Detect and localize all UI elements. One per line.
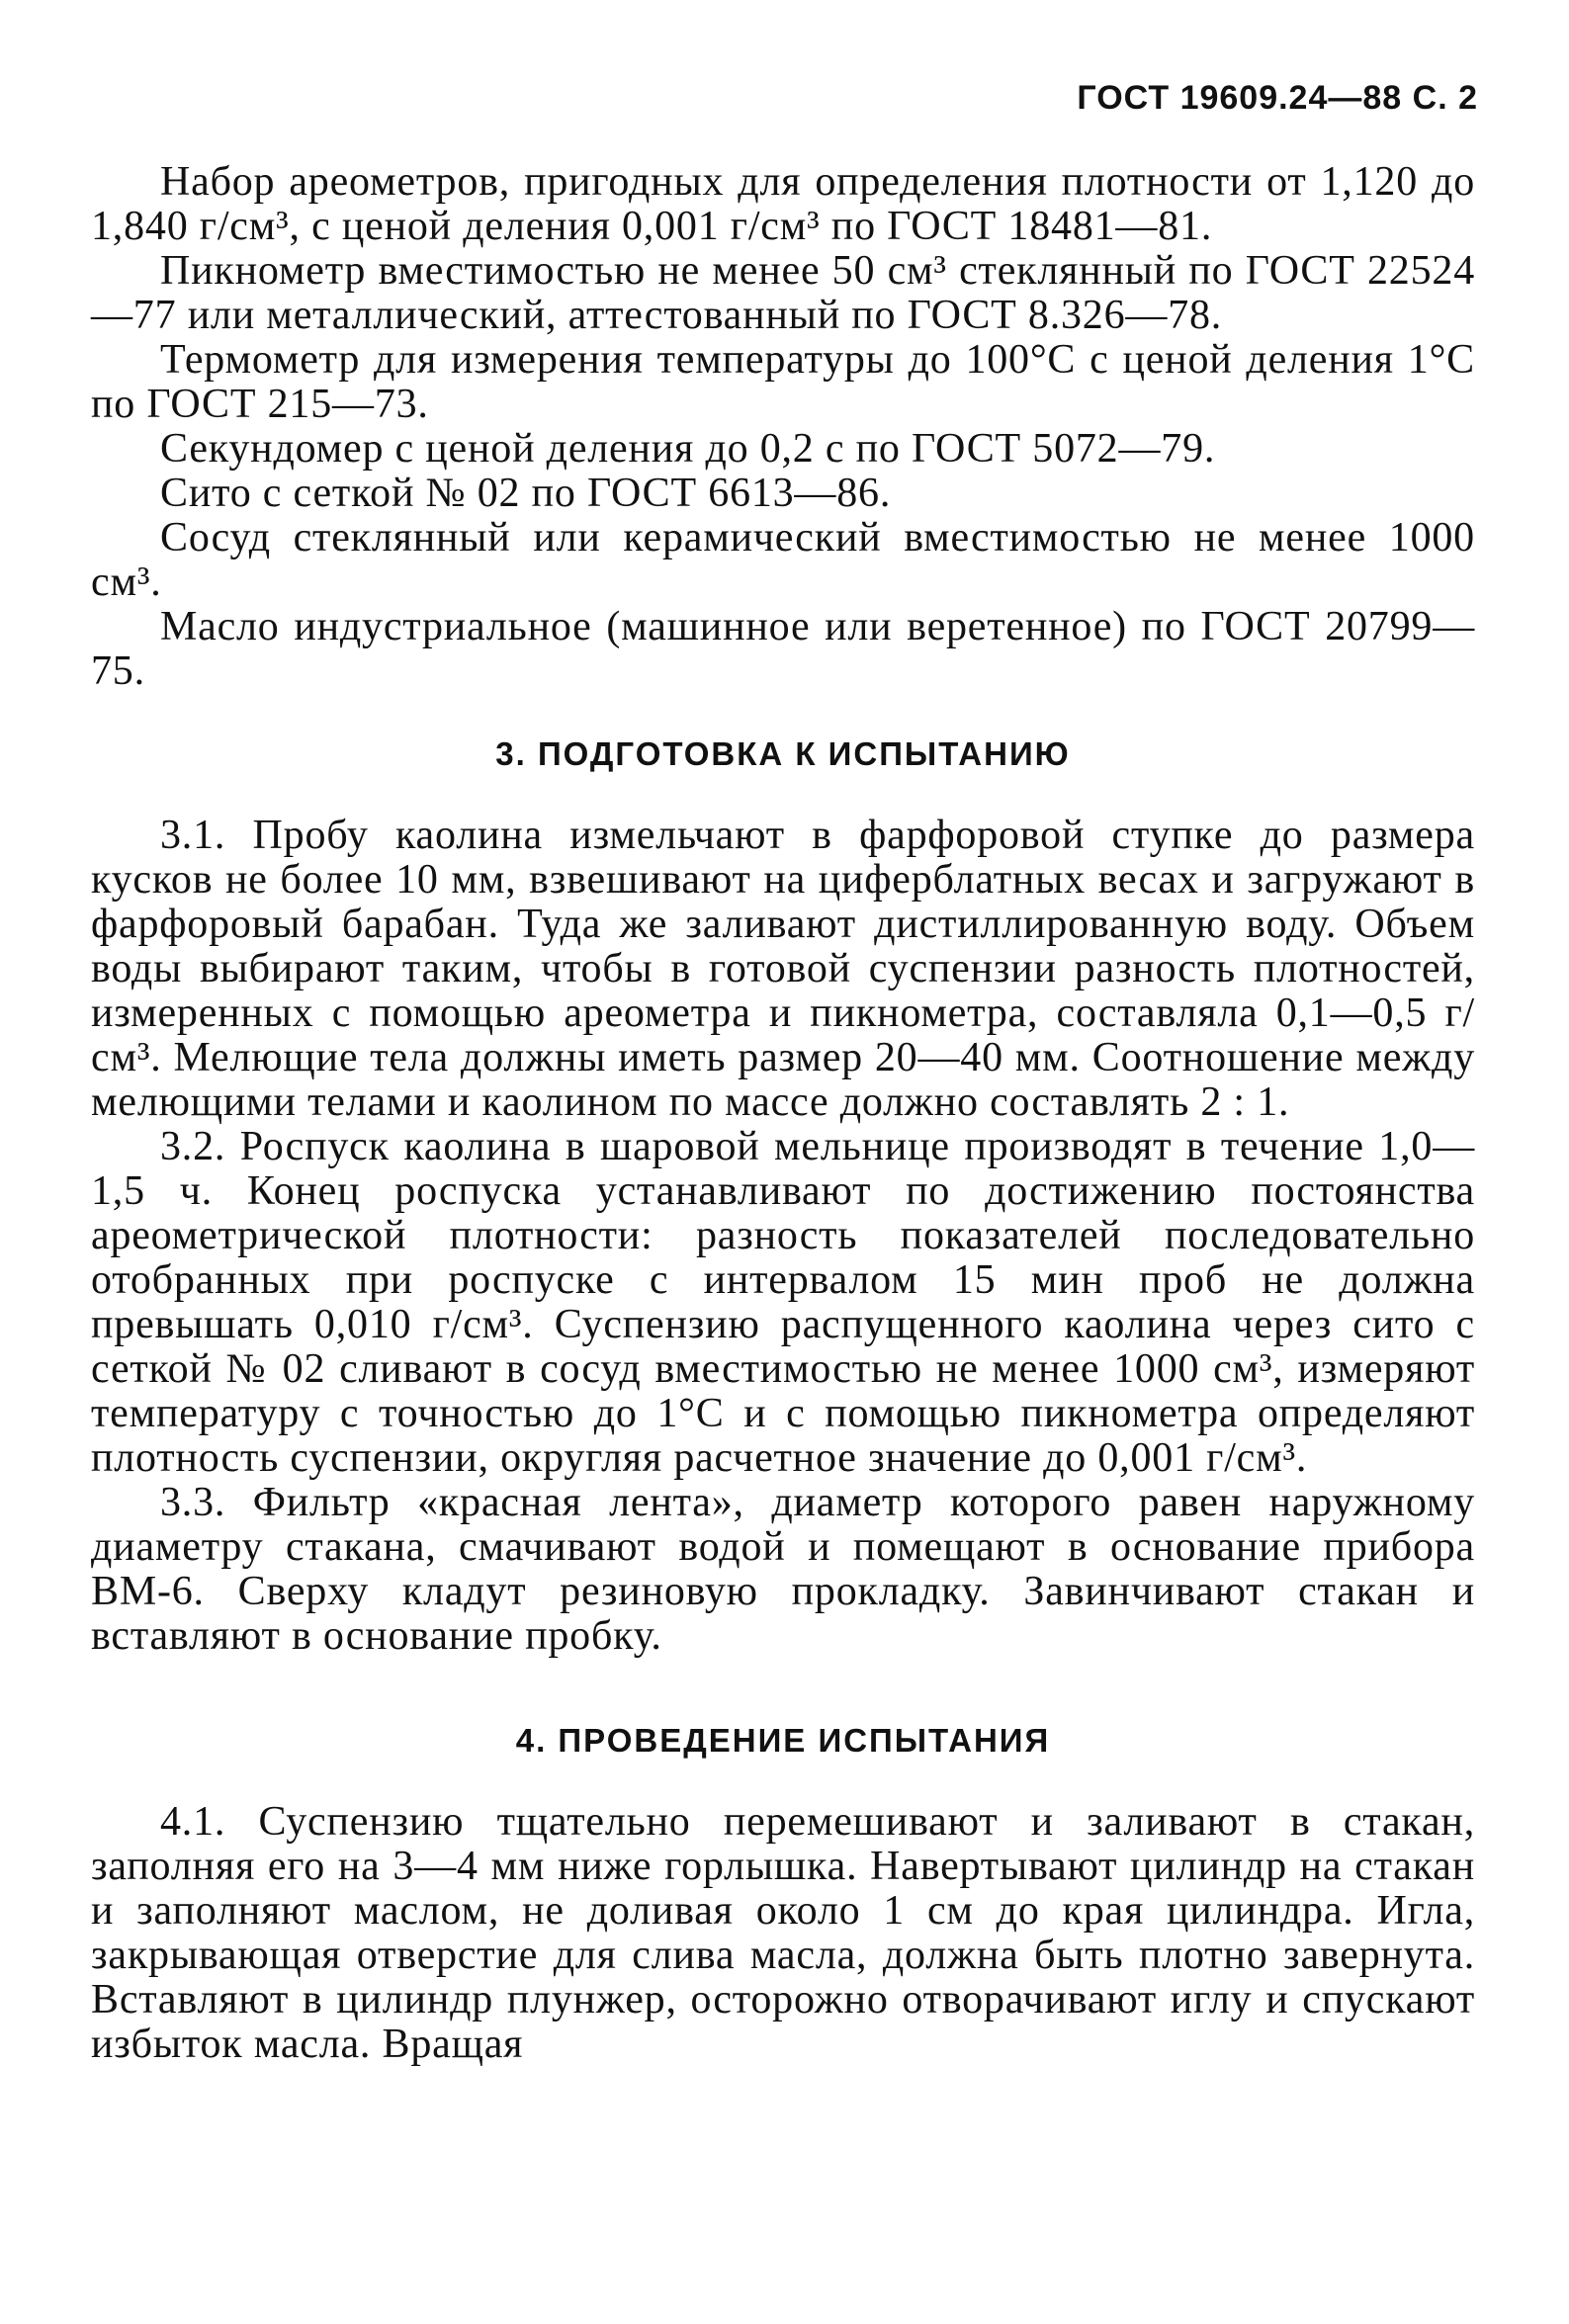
document-body: [91, 160, 1475, 2067]
paragraph-sieve: Сито с сеткой № 02 по ГОСТ 6613—86.: [160, 471, 892, 516]
paragraph-stopwatch: Секундомер с ценой деления до 0,2 с по ГОСТ 5072—79.: [160, 426, 1216, 472]
section-3-heading: 3. ПОДГОТОВКА К ИСПЫТАНИЮ: [495, 735, 1071, 772]
page-header: ГОСТ 19609.24—88 С. 2: [1077, 79, 1478, 117]
paragraph-pycnometer: Пикнометр вместимостью не менее 50 см³ стеклянный по ГОСТ 22524—77 или металлический, аттестованный по ГОСТ 8.326—78.: [91, 248, 1475, 338]
paragraph-oil: Масло индустриальное (машинное или веретенное) по ГОСТ 20799—75.: [91, 604, 1475, 694]
paragraph-3-2: 3.2. Роспуск каолина в шаровой мельнице производят в течение 1,0—1,5 ч. Конец роспуска устанавливают по достижению постоянства ареометрической плотности: разность показателей последовательно отобранных при роспуске с интервалом 15 мин проб не должна превышать 0,010 г/см³. Суспензию распущенного каолина через сито с сеткой № 02 сливают в сосуд вместимостью не менее 1000 см³, измеряют температуру с точностью до 1°С и с помощью пикнометра определяют плотность суспензии, округляя расчетное значение до 0,001 г/см³.: [91, 1124, 1475, 1481]
paragraph-3-3: 3.3. Фильтр «красная лента», диаметр которого равен наружному диаметру стакана, смачивают водой и помещают в основание прибора ВМ-6. Сверху кладут резиновую прокладку. Завинчивают стакан и вставляют в основание пробку.: [91, 1480, 1475, 1659]
paragraph-4-1: 4.1. Суспензию тщательно перемешивают и заливают в стакан, заполняя его на 3—4 мм ниже горлышка. Навертывают цилиндр на стакан и заполняют маслом, не доливая около 1 см до края цилиндра. Игла, закрывающая отверстие для слива масла, должна быть плотно завернута. Вставляют в цилиндр плунжер, осторожно отворачивают иглу и спускают избыток масла. Вращая: [91, 1799, 1475, 2067]
paragraph-hydrometers: Набор ареометров, пригодных для определения плотности от 1,120 до 1,840 г/см³, с ценой деления 0,001 г/см³ по ГОСТ 18481—81.: [91, 159, 1475, 249]
paragraph-vessel: Сосуд стеклянный или керамический вместимостью не менее 1000 см³.: [91, 515, 1475, 605]
paragraph-thermometer: Термометр для измерения температуры до 100°С с ценой деления 1°С по ГОСТ 215—73.: [91, 337, 1475, 427]
paragraph-3-1: 3.1. Пробу каолина измельчают в фарфоровой ступке до размера кусков не более 10 мм, взвешивают на циферблатных весах и загружают в фарфоровый барабан. Туда же заливают дистиллированную воду. Объем воды выбирают таким, чтобы в готовой суспензии разность плотностей, измеренных с помощью ареометра и пикнометра, составляла 0,1—0,5 г/см³. Мелющие тела должны иметь размер 20—40 мм. Соотношение между мелющими телами и каолином по массе должно составлять 2 : 1.: [91, 813, 1475, 1125]
section-4-heading: 4. ПРОВЕДЕНИЕ ИСПЫТАНИЯ: [515, 1722, 1051, 1759]
